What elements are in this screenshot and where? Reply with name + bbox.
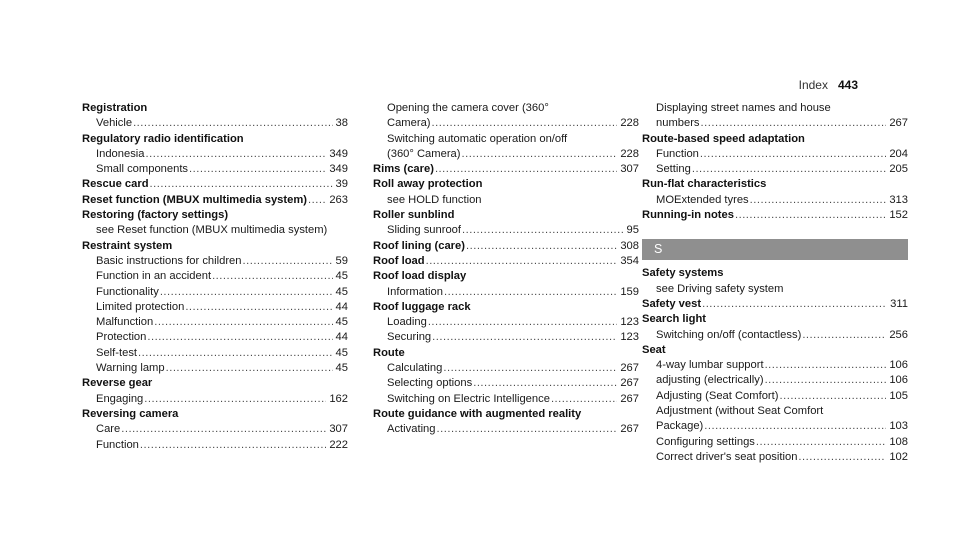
sub-entry-text: Limited protection bbox=[96, 300, 185, 313]
entry-seat bbox=[642, 343, 908, 465]
sub-entry[interactable] bbox=[373, 422, 639, 437]
sub-entry-text: Selecting options bbox=[387, 377, 473, 390]
sub-entry-text: Adjustment (without Seat Comfort bbox=[656, 405, 824, 418]
entry-term: Safety vest bbox=[642, 297, 702, 310]
sub-entry-text: Basic instructions for children bbox=[96, 254, 242, 267]
page-ref[interactable]: 313 bbox=[889, 193, 908, 206]
sub-entry[interactable] bbox=[642, 193, 908, 208]
page-ref[interactable]: 103 bbox=[889, 420, 908, 433]
page-ref[interactable]: 267 bbox=[620, 423, 639, 436]
sub-entry[interactable] bbox=[642, 373, 908, 388]
index-column-1 bbox=[82, 101, 348, 453]
sub-entry[interactable] bbox=[373, 223, 639, 238]
sub-entry[interactable] bbox=[82, 438, 348, 453]
sub-entry-text: MOExtended tyres bbox=[656, 193, 749, 206]
entry-roof-lining[interactable] bbox=[373, 239, 639, 254]
page-ref[interactable]: 228 bbox=[620, 117, 639, 130]
page-ref[interactable]: 307 bbox=[620, 163, 639, 176]
index-column-2 bbox=[373, 101, 639, 438]
entry-term: Route guidance with augmented reality bbox=[373, 407, 582, 420]
sub-entry[interactable] bbox=[373, 392, 639, 407]
sub-entry-text: Information bbox=[387, 285, 443, 298]
sub-entry-text: Function in an accident bbox=[96, 270, 212, 283]
sub-entry[interactable] bbox=[82, 315, 348, 330]
section-letter-s: S bbox=[642, 239, 908, 260]
entry-term: Roof lining (care) bbox=[373, 239, 465, 252]
entry-term: Rescue card bbox=[82, 178, 149, 191]
sub-entry-text: Opening the camera cover (360° bbox=[387, 102, 549, 114]
sub-entry[interactable] bbox=[373, 330, 639, 345]
sub-entry[interactable] bbox=[82, 392, 348, 407]
entry-term: Seat bbox=[642, 343, 666, 356]
sub-entry[interactable] bbox=[82, 116, 348, 131]
sub-entry-text: Functionality bbox=[96, 285, 159, 298]
sub-entry-text: Securing bbox=[387, 331, 432, 344]
entry-roof-load-display bbox=[373, 269, 639, 300]
index-column-3 bbox=[642, 101, 908, 465]
sub-entry-text: Malfunction bbox=[96, 316, 154, 329]
entry-term: Roof load bbox=[373, 254, 425, 267]
page-ref[interactable]: 45 bbox=[335, 270, 348, 283]
sub-entry-text: Function bbox=[96, 438, 139, 451]
sub-entry-text: Protection bbox=[96, 331, 147, 344]
entry-registration bbox=[82, 101, 348, 132]
page-ref[interactable]: 311 bbox=[890, 297, 908, 310]
entry-term: Roll away protection bbox=[373, 178, 483, 191]
sub-entry-text: Activating bbox=[387, 423, 436, 436]
page-ref[interactable]: 267 bbox=[620, 392, 639, 405]
sub-entry-text: Displaying street names and house bbox=[656, 102, 831, 114]
sub-entry[interactable] bbox=[82, 285, 348, 300]
entry-running-in[interactable] bbox=[642, 208, 908, 223]
page-ref[interactable]: 59 bbox=[335, 254, 348, 267]
sub-entry-text: Loading bbox=[387, 316, 427, 329]
page-ref[interactable]: 45 bbox=[335, 362, 348, 375]
see-reference[interactable]: see HOLD function bbox=[387, 193, 482, 206]
sub-entry-text: 4-way lumbar support bbox=[656, 359, 764, 372]
entry-reverse-gear bbox=[82, 376, 348, 407]
sub-entry-text: Package) bbox=[656, 420, 704, 433]
sub-entry[interactable] bbox=[642, 358, 908, 373]
page-ref[interactable]: 222 bbox=[329, 438, 348, 451]
page-ref[interactable]: 45 bbox=[335, 316, 348, 329]
entry-rescue-card[interactable] bbox=[82, 177, 348, 192]
see-reference[interactable]: see Reset function (MBUX multimedia system) bbox=[96, 224, 328, 237]
sub-entry-text: Setting bbox=[656, 163, 691, 176]
sub-entry-text: Sliding sunroof bbox=[387, 224, 462, 237]
entry-search-light bbox=[642, 312, 908, 343]
page-ref[interactable]: 44 bbox=[335, 300, 348, 313]
sub-entry[interactable] bbox=[373, 376, 639, 391]
sub-entry-continued[interactable] bbox=[642, 101, 908, 132]
entry-route-guidance bbox=[373, 407, 639, 438]
page-ref[interactable]: 354 bbox=[620, 254, 639, 267]
page-ref[interactable]: 39 bbox=[335, 178, 348, 191]
sub-entry-text: Switching on/off (contactless) bbox=[656, 328, 802, 341]
sub-entry-text: Calculating bbox=[387, 362, 443, 375]
sub-entry-text: Vehicle bbox=[96, 117, 133, 130]
page-ref[interactable]: 106 bbox=[889, 374, 908, 387]
entry-term: Reversing camera bbox=[82, 407, 179, 420]
page-ref[interactable]: 205 bbox=[889, 163, 908, 176]
sub-entry-text: Indonesia bbox=[96, 147, 145, 160]
page-ref[interactable]: 256 bbox=[889, 328, 908, 341]
page-ref[interactable]: 308 bbox=[620, 239, 639, 252]
page-ref[interactable]: 45 bbox=[335, 285, 348, 298]
page-ref[interactable]: 123 bbox=[620, 316, 639, 329]
sub-entry[interactable] bbox=[642, 435, 908, 450]
entry-term: Run-flat characteristics bbox=[642, 178, 767, 191]
sub-entry-text: Care bbox=[96, 423, 121, 436]
entry-term: Reverse gear bbox=[82, 377, 153, 390]
sub-entry-text: Switching on Electric Intelligence bbox=[387, 392, 550, 405]
page-ref[interactable]: 102 bbox=[889, 450, 908, 463]
page-ref[interactable]: 267 bbox=[620, 362, 639, 375]
page-ref[interactable]: 349 bbox=[329, 147, 348, 160]
sub-entry-continued[interactable] bbox=[373, 101, 639, 132]
page-ref[interactable]: 267 bbox=[620, 377, 639, 390]
sub-entry[interactable] bbox=[82, 422, 348, 437]
page-ref[interactable]: 108 bbox=[889, 435, 908, 448]
page-header bbox=[799, 78, 858, 92]
sub-entry[interactable] bbox=[82, 147, 348, 162]
page-ref[interactable]: 228 bbox=[620, 147, 639, 160]
page-ref[interactable]: 106 bbox=[889, 359, 908, 372]
sub-entry[interactable] bbox=[642, 147, 908, 162]
see-reference[interactable]: see Driving safety system bbox=[656, 282, 784, 295]
sub-entry-continued[interactable] bbox=[373, 132, 639, 163]
sub-entry[interactable] bbox=[82, 269, 348, 284]
entry-term: Rims (care) bbox=[373, 163, 434, 176]
entry-term: Roof luggage rack bbox=[373, 300, 471, 313]
sub-entry-text: Correct driver's seat position bbox=[656, 450, 798, 463]
page-ref[interactable]: 349 bbox=[329, 163, 348, 176]
entry-rims[interactable] bbox=[373, 162, 639, 177]
page-ref[interactable]: 45 bbox=[335, 346, 348, 359]
page-ref[interactable]: 105 bbox=[889, 389, 908, 402]
sub-entry-text: Warning lamp bbox=[96, 362, 165, 375]
sub-entry-text: Self-test bbox=[96, 346, 138, 359]
entry-safety-vest[interactable] bbox=[642, 297, 908, 312]
sub-entry[interactable] bbox=[642, 389, 908, 404]
entry-term: Search light bbox=[642, 313, 707, 326]
entry-roof-load[interactable] bbox=[373, 254, 639, 269]
page-ref[interactable]: 95 bbox=[626, 224, 639, 237]
entry-term: Running-in notes bbox=[642, 209, 734, 222]
entry-reset-function[interactable] bbox=[82, 193, 348, 208]
entry-term: Route-based speed adaptation bbox=[642, 132, 805, 145]
entry-term: Restraint system bbox=[82, 239, 173, 252]
sub-entry-text: Configuring settings bbox=[656, 435, 755, 448]
sub-entry[interactable] bbox=[642, 328, 908, 343]
sub-entry-text: Small components bbox=[96, 163, 189, 176]
sub-entry-text: adjusting (electrically) bbox=[656, 374, 764, 387]
entry-route-based-speed bbox=[642, 132, 908, 178]
sub-entry[interactable] bbox=[642, 162, 908, 177]
entry-term: Registration bbox=[82, 102, 148, 114]
sub-entry[interactable] bbox=[82, 254, 348, 269]
sub-entry-text: Camera) bbox=[387, 117, 431, 130]
page-ref[interactable]: 123 bbox=[620, 331, 639, 344]
entry-safety-systems bbox=[642, 266, 908, 297]
sub-entry[interactable] bbox=[82, 300, 348, 315]
entry-restraint-system bbox=[82, 239, 348, 377]
entry-roller-sunblind bbox=[373, 208, 639, 239]
sub-entry[interactable] bbox=[82, 346, 348, 361]
page-ref[interactable]: 204 bbox=[889, 147, 908, 160]
entry-run-flat bbox=[642, 177, 908, 208]
entry-term: Safety systems bbox=[642, 267, 724, 280]
sub-entry[interactable] bbox=[82, 330, 348, 345]
page-ref[interactable]: 44 bbox=[335, 331, 348, 344]
sub-entry[interactable] bbox=[373, 285, 639, 300]
page-number: 443 bbox=[837, 78, 858, 92]
entry-reversing-camera bbox=[82, 407, 348, 453]
entry-term: Regulatory radio identification bbox=[82, 132, 244, 145]
page-ref[interactable]: 159 bbox=[620, 285, 639, 298]
entry-regulatory-radio bbox=[82, 132, 348, 178]
sub-entry-multiline[interactable] bbox=[642, 404, 908, 435]
entry-term: Route bbox=[373, 346, 405, 359]
entry-term: Restoring (factory settings) bbox=[82, 209, 229, 222]
sub-entry[interactable] bbox=[642, 450, 908, 465]
index-label: Index bbox=[798, 78, 828, 92]
page-ref[interactable]: 162 bbox=[329, 392, 348, 405]
entry-route bbox=[373, 346, 639, 407]
entry-restoring bbox=[82, 208, 348, 239]
sub-entry-text: (360° Camera) bbox=[387, 147, 461, 160]
sub-entry[interactable] bbox=[82, 361, 348, 376]
entry-roll-away bbox=[373, 177, 639, 208]
sub-entry-text: Switching automatic operation on/off bbox=[387, 132, 568, 145]
entry-roof-luggage-rack bbox=[373, 300, 639, 346]
sub-entry-text: Engaging bbox=[96, 392, 144, 405]
sub-entry[interactable] bbox=[82, 162, 348, 177]
sub-entry-text: Adjusting (Seat Comfort) bbox=[656, 389, 779, 402]
page-ref[interactable]: 307 bbox=[329, 423, 348, 436]
sub-entry[interactable] bbox=[373, 361, 639, 376]
sub-entry-text: numbers bbox=[656, 117, 700, 130]
page-ref[interactable]: 263 bbox=[329, 193, 348, 206]
entry-term: Reset function (MBUX multimedia system) bbox=[82, 193, 308, 206]
entry-term: Roller sunblind bbox=[373, 209, 455, 222]
page-ref[interactable]: 152 bbox=[889, 209, 908, 222]
sub-entry[interactable] bbox=[373, 315, 639, 330]
page-ref[interactable]: 38 bbox=[335, 117, 348, 130]
page-ref[interactable]: 267 bbox=[889, 117, 908, 130]
sub-entry-text: Function bbox=[656, 147, 699, 160]
entry-term: Roof load display bbox=[373, 270, 467, 283]
